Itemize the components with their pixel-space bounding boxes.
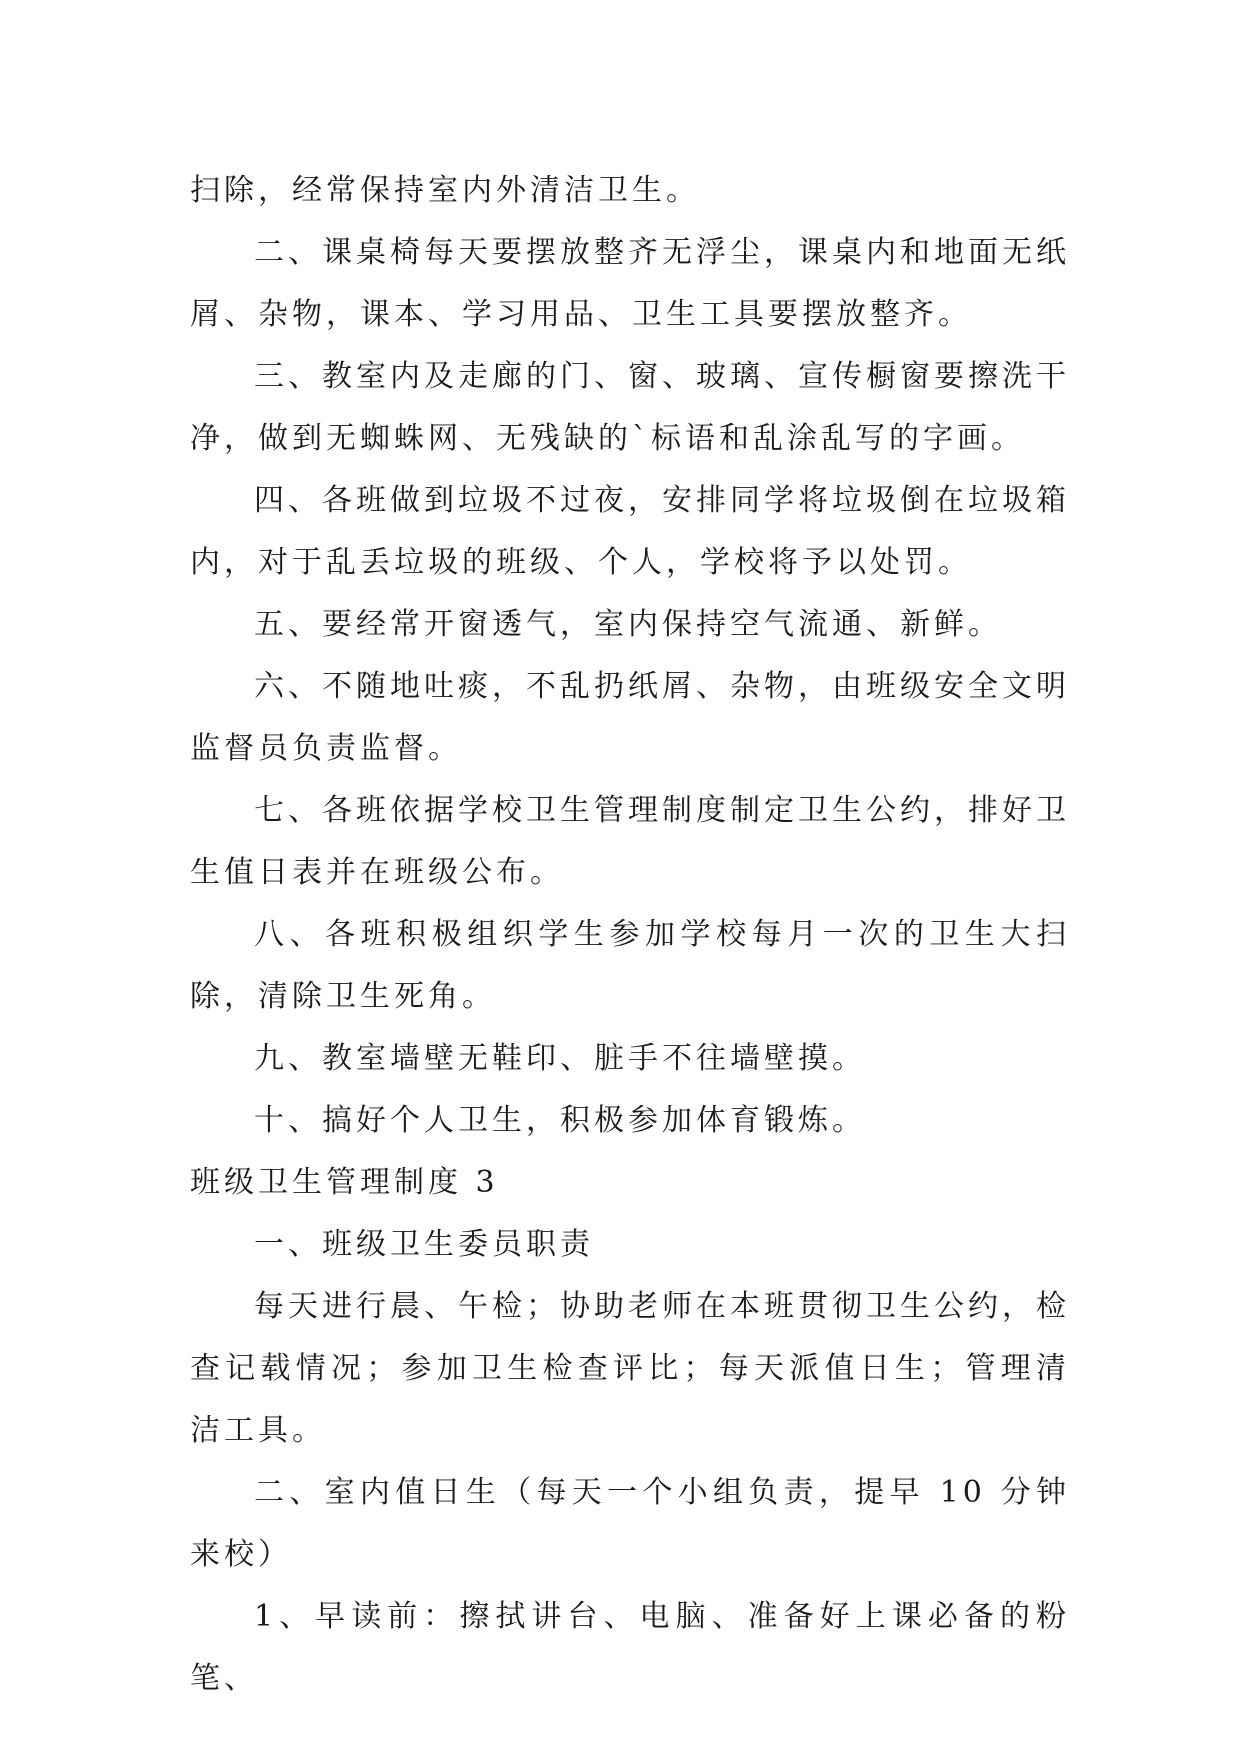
document-body — [190, 160, 1070, 1710]
paragraph: 1、早读前：擦拭讲台、电脑、准备好上课必备的粉笔、 — [190, 1599, 1070, 1696]
paragraph: 七、各班依据学校卫生管理制度制定卫生公约，排好卫生值日表并在班级公布。 — [190, 793, 1070, 890]
paragraph: 六、不随地吐痰，不乱扔纸屑、杂物，由班级安全文明监督员负责监督。 — [190, 669, 1070, 766]
paragraph: 九、教室墙壁无鞋印、脏手不往墙壁摸。 — [254, 1041, 866, 1076]
subsection-heading: 二、室内值日生（每天一个小组负责，提早 10 分钟来校） — [190, 1475, 1070, 1572]
paragraph: 每天进行晨、午检；协助老师在本班贯彻卫生公约，检查记载情况；参加卫生检查评比；每天派值日生；管理清洁工具。 — [190, 1289, 1070, 1448]
paragraph: 四、各班做到垃圾不过夜，安排同学将垃圾倒在垃圾箱内，对于乱丢垃圾的班级、个人，学校将予以处罚。 — [190, 483, 1070, 580]
paragraph: 二、课桌椅每天要摆放整齐无浮尘，课桌内和地面无纸屑、杂物，课本、学习用品、卫生工具要摆放整齐。 — [190, 235, 1070, 332]
section-heading: 班级卫生管理制度 3 — [190, 1165, 499, 1200]
paragraph: 扫除，经常保持室内外清洁卫生。 — [190, 173, 700, 208]
paragraph: 八、各班积极组织学生参加学校每月一次的卫生大扫除，清除卫生死角。 — [190, 917, 1070, 1014]
subsection-heading: 一、班级卫生委员职责 — [254, 1227, 594, 1262]
paragraph: 三、教室内及走廊的门、窗、玻璃、宣传橱窗要擦洗干净，做到无蜘蛛网、无残缺的`标语和乱涂乱写的字画。 — [190, 359, 1070, 456]
paragraph: 五、要经常开窗透气，室内保持空气流通、新鲜。 — [254, 607, 1002, 642]
paragraph: 十、搞好个人卫生，积极参加体育锻炼。 — [254, 1103, 866, 1138]
